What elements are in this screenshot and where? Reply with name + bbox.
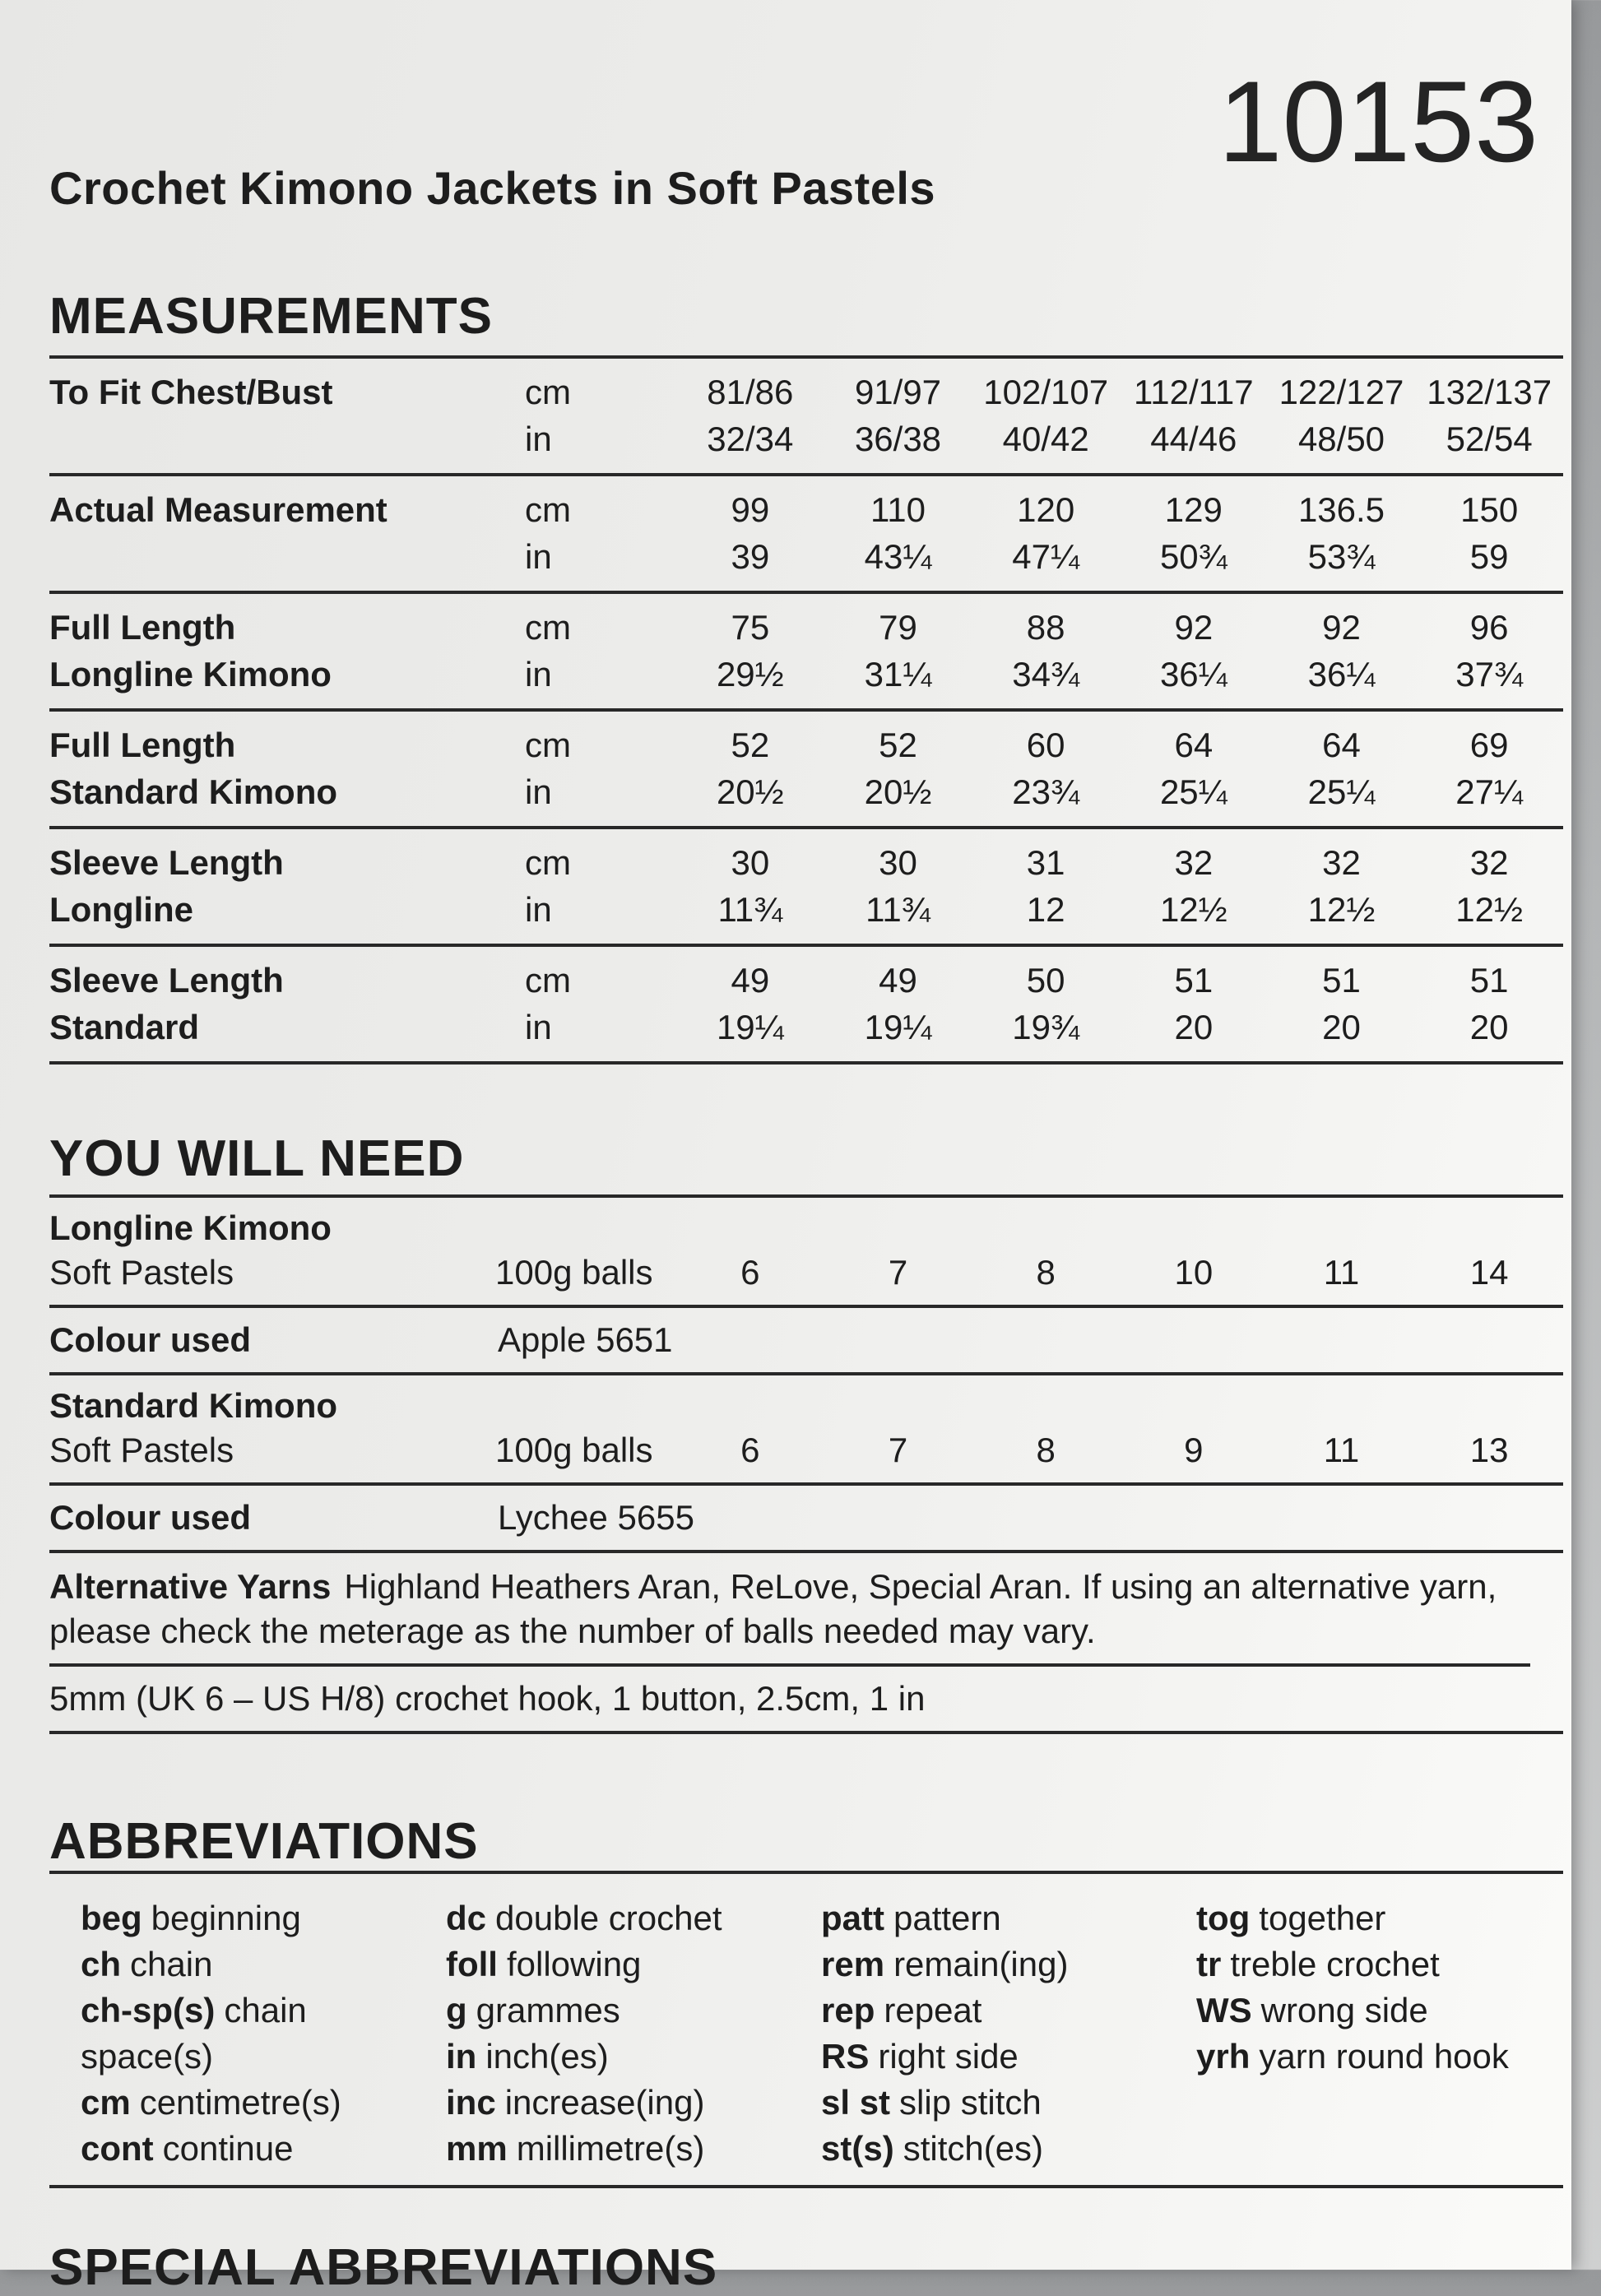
size-cell — [972, 839, 1120, 933]
ball-count: 11 — [1323, 1431, 1360, 1469]
ball-count-cell — [676, 1384, 824, 1473]
row-label-line1: Full Length — [49, 608, 236, 647]
abbr-term: mm — [446, 2129, 508, 2168]
alternative-yarns-note — [49, 1553, 1530, 1667]
abbreviations-heading: ABBREVIATIONS — [49, 1815, 1563, 1874]
size-cell — [1120, 604, 1268, 698]
abbreviation — [821, 2126, 1185, 2172]
value-in: 19¼ — [864, 1008, 932, 1046]
yarn-name: Soft Pastels — [49, 1431, 234, 1469]
value-in: 47¼ — [1012, 537, 1080, 576]
abbreviations-column — [428, 1895, 806, 2172]
table-row-to-fit — [49, 359, 1563, 476]
value-cm: 49 — [731, 961, 770, 1000]
abbr-definition: treble crochet — [1230, 1945, 1440, 1983]
value-cm: 120 — [1017, 490, 1075, 529]
abbr-term: ch — [81, 1945, 122, 1983]
size-cell — [1268, 957, 1416, 1051]
abbr-term: g — [446, 1991, 467, 2029]
value-cm: 110 — [870, 490, 926, 529]
value-cm: 81/86 — [707, 373, 794, 411]
value-in: 27¼ — [1455, 772, 1524, 811]
unit-cm: cm — [525, 490, 571, 529]
abbreviation — [446, 1988, 806, 2034]
abbr-definition: increase(ing) — [504, 2083, 705, 2122]
unit-cell — [461, 486, 676, 580]
abbreviation — [81, 1988, 428, 2080]
size-cell — [824, 486, 972, 580]
colour-used-label: Colour used — [49, 1320, 252, 1359]
value-in: 19¾ — [1012, 1008, 1080, 1046]
abbreviation — [81, 1941, 428, 1988]
value-in: 50¾ — [1159, 537, 1227, 576]
abbr-definition: together — [1259, 1899, 1386, 1937]
abbreviation — [1196, 2034, 1563, 2080]
value-cm: 32 — [1322, 843, 1361, 882]
unit-in: in — [525, 420, 552, 458]
abbr-term: dc — [446, 1899, 487, 1937]
abbreviation — [446, 2126, 806, 2172]
value-in: 32/34 — [707, 420, 794, 458]
ball-unit: 100g balls — [495, 1431, 653, 1469]
abbr-definition: right side — [878, 2037, 1019, 2076]
page-header — [49, 0, 1563, 290]
value-cm: 99 — [731, 490, 770, 529]
row-label — [49, 721, 461, 815]
abbreviation — [821, 1988, 1185, 2034]
abbreviation — [81, 2080, 428, 2126]
row-label-line2: Standard — [49, 1008, 200, 1046]
value-in: 29½ — [716, 655, 784, 693]
ball-count-cell — [824, 1384, 972, 1473]
unit-cm: cm — [525, 843, 571, 882]
size-cell — [972, 604, 1120, 698]
abbreviations-column — [49, 1895, 428, 2172]
ball-count: 9 — [1184, 1431, 1204, 1469]
size-cell — [972, 486, 1120, 580]
abbr-term: in — [446, 2037, 477, 2076]
value-cm: 112/117 — [1134, 373, 1254, 411]
size-cell — [972, 957, 1120, 1051]
abbreviation — [821, 1895, 1185, 1941]
value-cm: 92 — [1322, 608, 1361, 647]
garment-name: Longline Kimono — [49, 1208, 332, 1247]
value-in: 19¼ — [716, 1008, 784, 1046]
abbr-definition: pattern — [893, 1899, 1001, 1937]
unit-in: in — [525, 655, 552, 693]
table-row-sleeve-length-longline — [49, 829, 1563, 947]
size-cell — [1415, 486, 1563, 580]
ball-count-cell — [972, 1384, 1120, 1473]
value-cm: 49 — [879, 961, 917, 1000]
ball-count: 8 — [1036, 1253, 1056, 1292]
table-row-sleeve-length-standard — [49, 947, 1563, 1065]
abbreviation — [446, 2034, 806, 2080]
ball-count-cell — [1415, 1206, 1563, 1295]
value-in: 36¼ — [1307, 655, 1376, 693]
ball-count: 10 — [1174, 1253, 1214, 1292]
unit-cell — [461, 721, 676, 815]
value-in: 43¼ — [864, 537, 932, 576]
unit-cell — [461, 957, 676, 1051]
value-cm: 136.5 — [1297, 490, 1385, 529]
value-cm: 51 — [1469, 961, 1509, 1000]
value-in: 44/46 — [1150, 420, 1237, 458]
size-cell — [1415, 604, 1563, 698]
ball-count: 7 — [888, 1253, 908, 1292]
unit-in: in — [525, 890, 552, 929]
value-cm: 102/107 — [983, 373, 1109, 411]
abbr-definition: chain — [130, 1945, 213, 1983]
size-cell — [676, 369, 824, 462]
size-cell — [1120, 369, 1268, 462]
ball-count: 6 — [740, 1253, 760, 1292]
abbreviation — [1196, 1895, 1563, 1941]
value-in: 36/38 — [854, 420, 942, 458]
table-row-full-length-standard — [49, 712, 1563, 829]
abbr-definition: yarn round hook — [1259, 2037, 1509, 2076]
abbr-term: cont — [81, 2129, 154, 2168]
value-cm: 51 — [1322, 961, 1361, 1000]
ball-unit: 100g balls — [495, 1253, 653, 1292]
size-cell — [1120, 721, 1268, 815]
ball-count-cell — [1120, 1384, 1268, 1473]
abbr-definition: slip stitch — [899, 2083, 1042, 2122]
value-in: 11¾ — [865, 890, 930, 929]
abbr-term: RS — [821, 2037, 870, 2076]
measurements-heading: MEASUREMENTS — [49, 290, 1563, 359]
row-label-line1: Sleeve Length — [49, 843, 284, 882]
unit-in: in — [525, 1008, 552, 1046]
value-in: 20 — [1469, 1008, 1509, 1046]
size-cell — [824, 604, 972, 698]
size-cell — [676, 604, 824, 698]
colour-used-row-standard — [49, 1486, 1563, 1553]
value-cm: 129 — [1164, 490, 1223, 529]
size-cell — [824, 957, 972, 1051]
ball-unit-cell — [461, 1384, 676, 1473]
colour-used-label: Colour used — [49, 1498, 252, 1537]
colour-used-row-longline — [49, 1308, 1563, 1375]
abbr-definition: centimetre(s) — [139, 2083, 341, 2122]
abbr-definition: continue — [162, 2129, 294, 2168]
value-in: 20½ — [864, 772, 932, 811]
abbr-definition: stitch(es) — [903, 2129, 1044, 2168]
unit-in: in — [525, 772, 552, 811]
size-cell — [1415, 839, 1563, 933]
value-cm: 64 — [1174, 726, 1214, 764]
value-in: 11¾ — [717, 890, 783, 929]
row-label — [49, 604, 461, 698]
row-label — [49, 369, 461, 462]
yarn-row-longline — [49, 1198, 1563, 1308]
abbr-definition: inch(es) — [485, 2037, 609, 2076]
unit-cell — [461, 369, 676, 462]
value-cm: 64 — [1322, 726, 1361, 764]
abbreviation — [821, 2080, 1185, 2126]
size-cell — [1120, 957, 1268, 1051]
unit-cm: cm — [525, 608, 571, 647]
unit-in: in — [525, 537, 552, 576]
value-in: 37¾ — [1455, 655, 1524, 693]
table-row-actual-measurement — [49, 476, 1563, 594]
abbreviation — [821, 1941, 1185, 1988]
row-label — [49, 486, 461, 580]
abbr-definition: following — [506, 1945, 642, 1983]
size-cell — [1268, 604, 1416, 698]
abbr-term: inc — [446, 2083, 496, 2122]
size-cell — [676, 839, 824, 933]
abbr-term: WS — [1196, 1991, 1252, 2029]
value-cm: 32 — [1174, 843, 1214, 882]
value-in: 52/54 — [1446, 420, 1533, 458]
abbr-term: beg — [81, 1899, 142, 1937]
abbreviations-list — [49, 1874, 1563, 2188]
yarn-row-standard — [49, 1375, 1563, 1486]
abbr-term: sl st — [821, 2083, 891, 2122]
value-cm: 30 — [879, 843, 917, 882]
ball-count-cell — [1120, 1206, 1268, 1295]
alternative-yarns-label: Alternative Yarns — [49, 1567, 332, 1606]
size-cell — [1415, 957, 1563, 1051]
size-cell — [1120, 486, 1268, 580]
value-in: 39 — [731, 537, 770, 576]
row-label-line2: Longline — [49, 890, 193, 929]
value-cm: 132/137 — [1427, 373, 1552, 411]
ball-count: 14 — [1469, 1253, 1509, 1292]
abbr-term: st(s) — [821, 2129, 894, 2168]
ball-count-cell — [1415, 1384, 1563, 1473]
size-cell — [972, 721, 1120, 815]
size-cell — [824, 839, 972, 933]
special-abbreviations-heading: SPECIAL ABBREVIATIONS — [49, 2239, 718, 2296]
abbreviation — [446, 1895, 806, 1941]
value-in: 36¼ — [1159, 655, 1227, 693]
ball-count: 11 — [1323, 1253, 1360, 1292]
abbreviations-column — [1185, 1895, 1563, 2172]
you-will-need-heading: YOU WILL NEED — [49, 1132, 1563, 1198]
abbr-definition: repeat — [884, 1991, 982, 2029]
abbr-definition: chain space(s) — [81, 1991, 307, 2076]
abbr-term: rep — [821, 1991, 875, 2029]
abbr-term: yrh — [1196, 2037, 1251, 2076]
value-cm: 75 — [731, 608, 770, 647]
abbr-term: cm — [81, 2083, 131, 2122]
row-label-line1: Actual Measurement — [49, 490, 387, 529]
ball-count-cell — [824, 1206, 972, 1295]
abbr-definition: double crochet — [495, 1899, 722, 1937]
yarn-name: Soft Pastels — [49, 1253, 234, 1292]
abbreviation — [81, 1895, 428, 1941]
size-cell — [1415, 369, 1563, 462]
unit-cell — [461, 604, 676, 698]
row-label — [49, 957, 461, 1051]
ball-count-cell — [676, 1206, 824, 1295]
value-in: 12½ — [1307, 890, 1376, 929]
value-in: 12½ — [1159, 890, 1227, 929]
unit-cm: cm — [525, 726, 571, 764]
abbr-definition: millimetre(s) — [516, 2129, 705, 2168]
abbr-term: tr — [1196, 1945, 1222, 1983]
value-in: 48/50 — [1297, 420, 1385, 458]
size-cell — [676, 957, 824, 1051]
unit-cm: cm — [525, 373, 571, 411]
row-label — [49, 839, 461, 933]
value-cm: 52 — [731, 726, 770, 764]
ball-count: 6 — [740, 1431, 760, 1469]
value-in: 12 — [1026, 890, 1065, 929]
size-cell — [1268, 839, 1416, 933]
value-cm: 69 — [1469, 726, 1509, 764]
value-cm: 79 — [879, 608, 917, 647]
abbr-definition: grammes — [476, 1991, 620, 2029]
ball-count: 7 — [888, 1431, 908, 1469]
abbr-definition: remain(ing) — [893, 1945, 1069, 1983]
size-cell — [676, 486, 824, 580]
value-cm: 122/127 — [1278, 373, 1404, 411]
value-in: 59 — [1469, 537, 1509, 576]
abbreviation — [1196, 1941, 1563, 1988]
abbr-definition: wrong side — [1260, 1991, 1428, 2029]
value-cm: 52 — [879, 726, 917, 764]
yarn-label — [49, 1384, 461, 1473]
value-in: 31¼ — [864, 655, 932, 693]
pattern-number: 10153 — [1218, 57, 1538, 186]
abbreviation — [81, 2126, 428, 2172]
abbreviation — [821, 2034, 1185, 2080]
abbr-definition: beginning — [151, 1899, 301, 1937]
value-cm: 51 — [1174, 961, 1214, 1000]
abbr-term: tog — [1196, 1899, 1251, 1937]
value-cm: 91/97 — [854, 373, 942, 411]
abbreviation — [446, 2080, 806, 2126]
hook-and-notions-line: 5mm (UK 6 – US H/8) crochet hook, 1 button, 2.5cm, 1 in — [49, 1667, 1563, 1734]
value-cm: 150 — [1460, 490, 1519, 529]
value-in: 53¾ — [1307, 537, 1376, 576]
value-cm: 96 — [1469, 608, 1509, 647]
value-in: 20 — [1174, 1008, 1214, 1046]
row-label-line2: Standard Kimono — [49, 772, 338, 811]
value-cm: 30 — [731, 843, 770, 882]
ball-count-cell — [1268, 1384, 1416, 1473]
size-cell — [1268, 721, 1416, 815]
value-in: 20 — [1322, 1008, 1361, 1046]
abbr-term: foll — [446, 1945, 498, 1983]
value-cm: 88 — [1026, 608, 1065, 647]
size-cell — [1120, 839, 1268, 933]
ball-count-cell — [972, 1206, 1120, 1295]
size-cell — [1268, 369, 1416, 462]
value-cm: 50 — [1026, 961, 1065, 1000]
ball-unit-cell — [461, 1206, 676, 1295]
value-cm: 60 — [1026, 726, 1065, 764]
unit-cm: cm — [525, 961, 571, 1000]
alternative-yarns-text: Highland Heathers Aran, ReLove, Special Aran. If using an alternative yarn, please check the meterage as the number of balls needed may vary. — [49, 1567, 1497, 1650]
size-cell — [1415, 721, 1563, 815]
page-title: Crochet Kimono Jackets in Soft Pastels — [49, 162, 936, 214]
ball-count: 8 — [1036, 1431, 1056, 1469]
ball-count-cell — [1268, 1206, 1416, 1295]
colour-used-value: Lychee 5655 — [498, 1498, 694, 1537]
value-in: 23¾ — [1012, 772, 1080, 811]
value-in: 25¼ — [1307, 772, 1376, 811]
yarn-label — [49, 1206, 461, 1295]
value-cm: 32 — [1469, 843, 1509, 882]
abbr-term: rem — [821, 1945, 885, 1983]
abbreviations-column — [806, 1895, 1185, 2172]
row-label-line1: To Fit Chest/Bust — [49, 373, 333, 411]
ball-count: 13 — [1469, 1431, 1509, 1469]
table-row-full-length-longline — [49, 594, 1563, 712]
abbr-term: ch-sp(s) — [81, 1991, 216, 2029]
size-cell — [676, 721, 824, 815]
value-in: 25¼ — [1159, 772, 1227, 811]
size-cell — [1268, 486, 1416, 580]
garment-name: Standard Kimono — [49, 1386, 338, 1425]
value-in: 12½ — [1455, 890, 1524, 929]
abbr-term: patt — [821, 1899, 884, 1937]
row-label-line1: Full Length — [49, 726, 236, 764]
value-in: 20½ — [716, 772, 784, 811]
value-in: 34¾ — [1012, 655, 1080, 693]
value-cm: 92 — [1174, 608, 1214, 647]
value-in: 40/42 — [1002, 420, 1089, 458]
row-label-line2: Longline Kimono — [49, 655, 332, 693]
size-cell — [824, 721, 972, 815]
unit-cell — [461, 839, 676, 933]
size-cell — [972, 369, 1120, 462]
row-label-line1: Sleeve Length — [49, 961, 284, 1000]
abbreviation — [1196, 1988, 1563, 2034]
value-cm: 31 — [1026, 843, 1065, 882]
abbreviation — [446, 1941, 806, 1988]
colour-used-value: Apple 5651 — [498, 1320, 673, 1359]
size-cell — [824, 369, 972, 462]
